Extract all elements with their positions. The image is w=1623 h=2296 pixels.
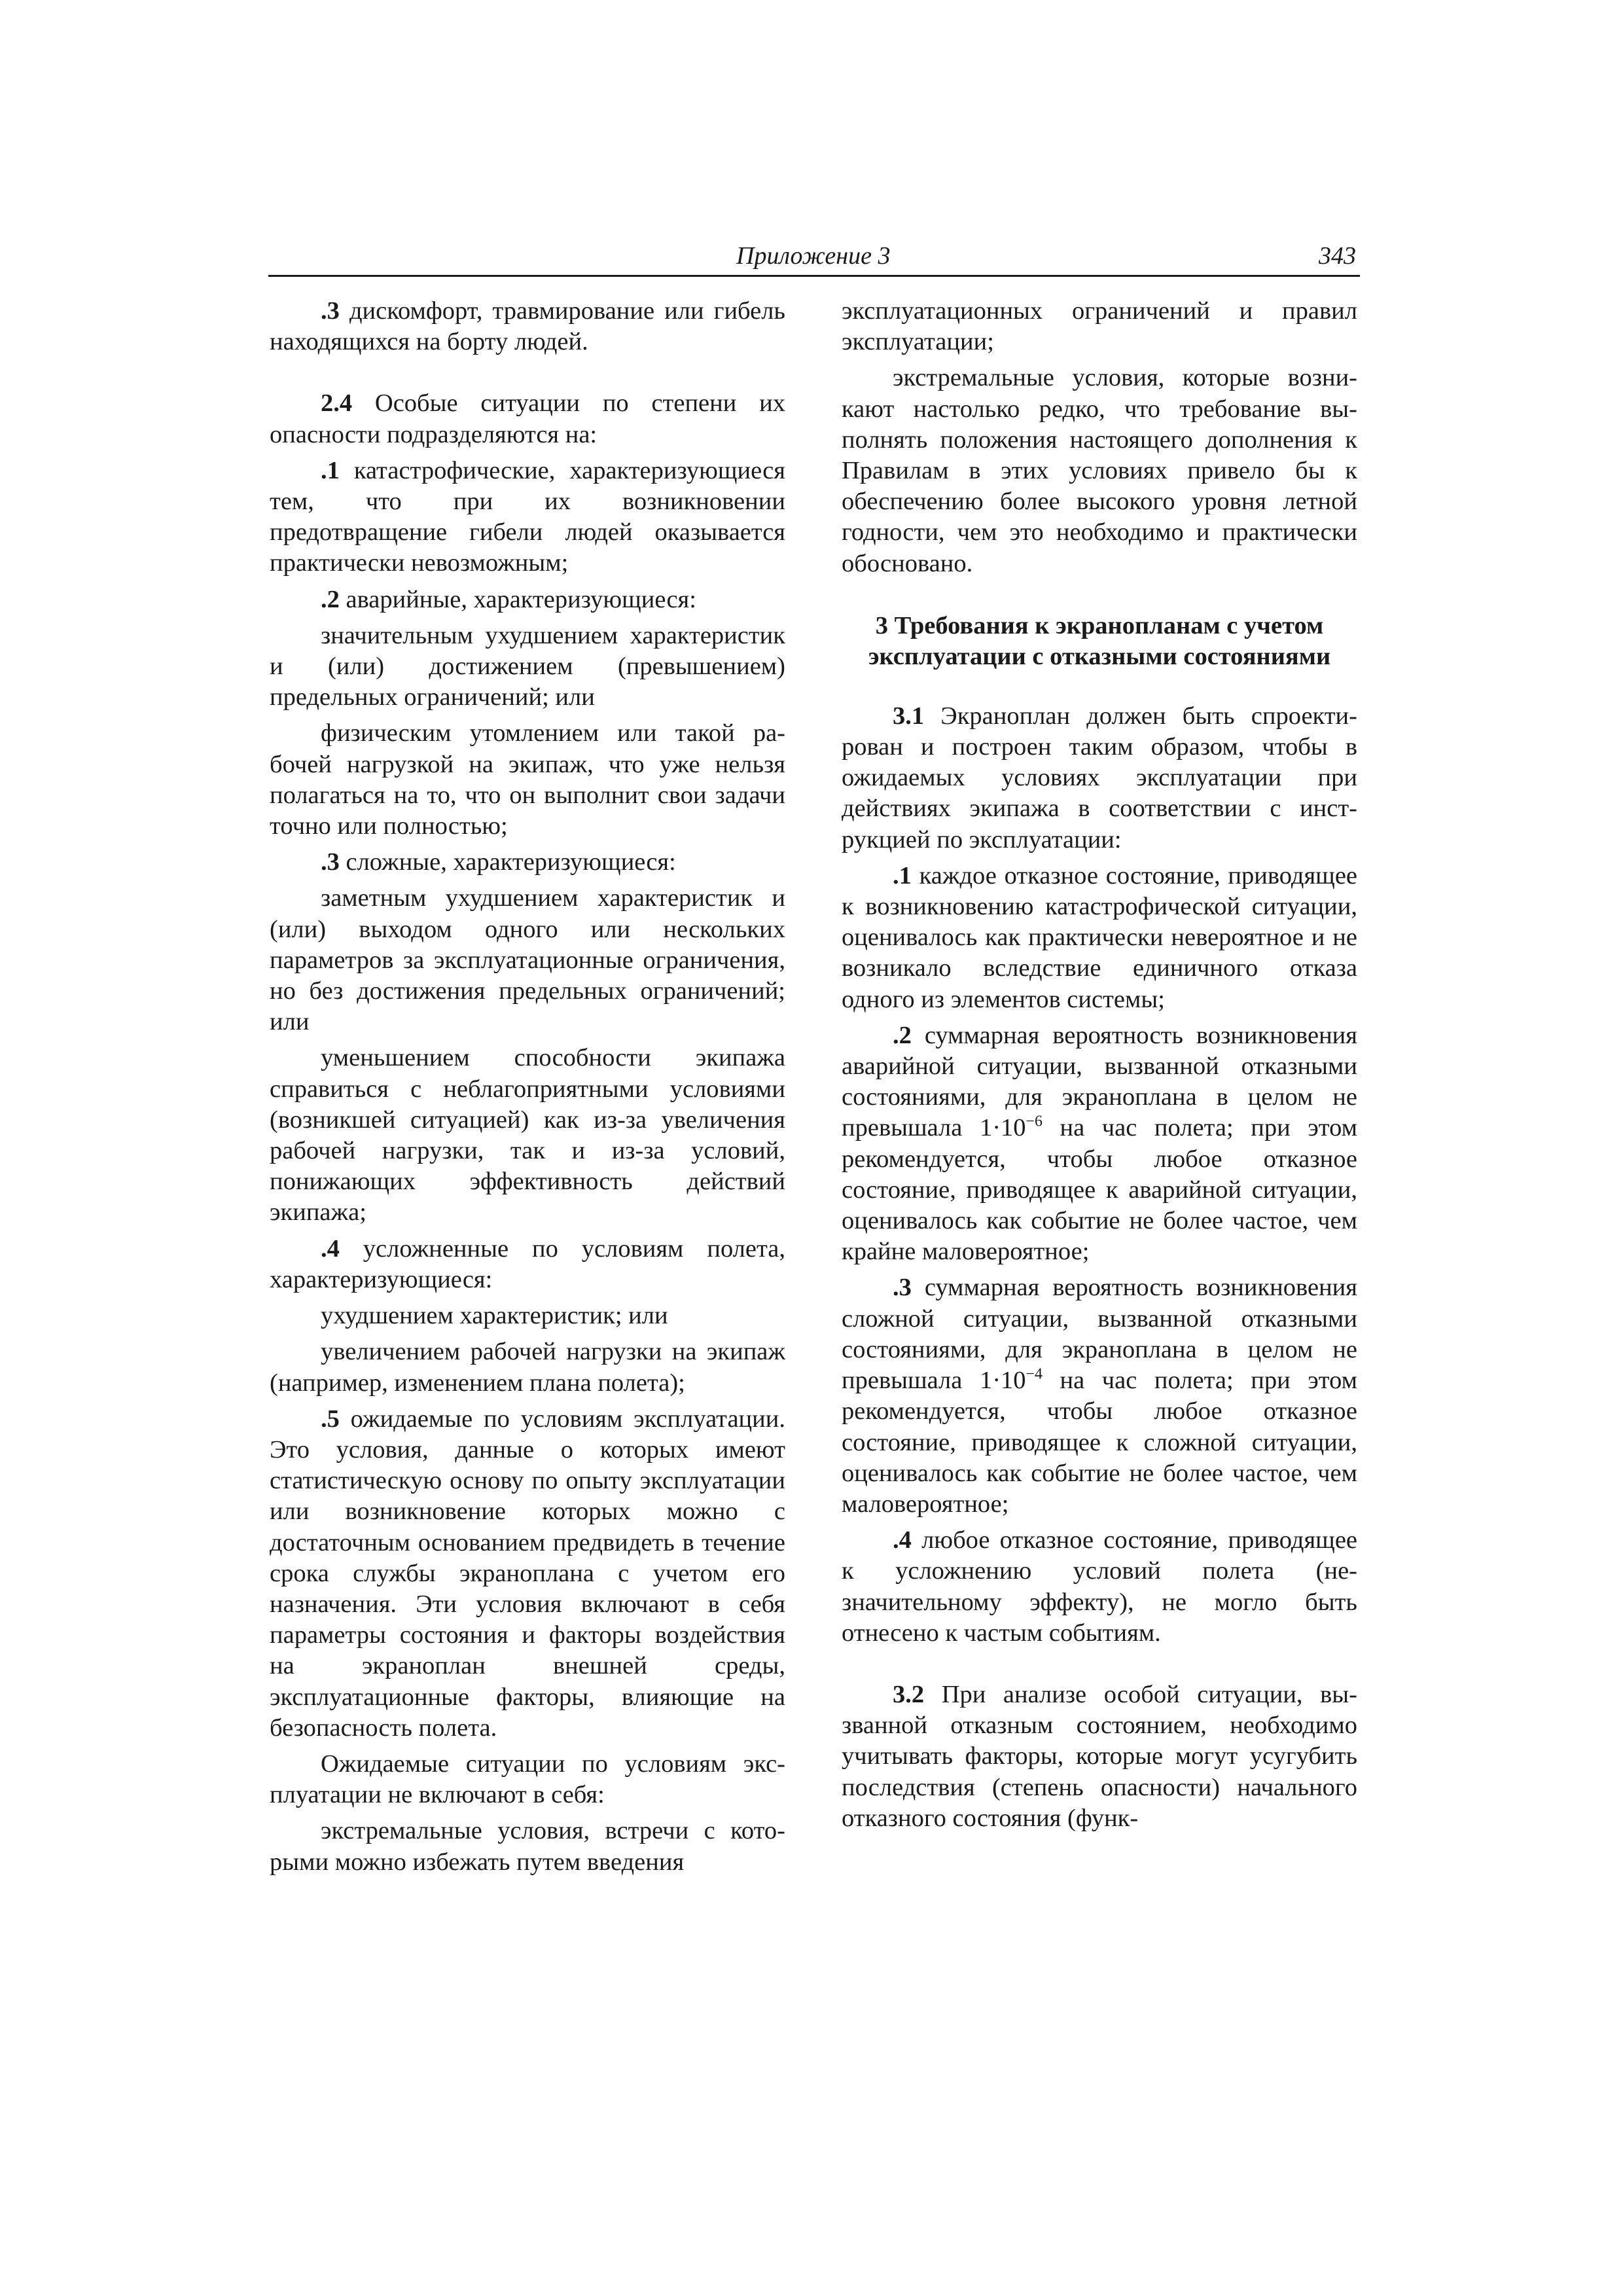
item-number: 2.4: [321, 389, 353, 418]
item-number: 3.2: [893, 1680, 925, 1708]
item-number: .1: [321, 456, 340, 484]
paragraph-text: любое отказное состояние, приводящее к усложнению условий полета (незначительному эффекту), не могло быть отнесено к частым событиям.: [842, 1526, 1357, 1647]
item-number: .2: [893, 1021, 912, 1049]
paragraph-text: физическим утомлением или такой рабочей нагрузкой на экипаж, что уже нельзя полагаться на то, что он выполнит свои задачи точно или полностью;: [270, 719, 785, 840]
paragraph: [270, 1749, 785, 1810]
paragraph: [270, 620, 785, 713]
paragraph: [842, 296, 1357, 357]
paragraph-text: увеличением рабочей нагрузки на экипаж (например, изменением плана полета);: [270, 1338, 785, 1397]
paragraph-text: усложненные по условиям полета, характеризующиеся:: [270, 1234, 785, 1293]
paragraph: [270, 1336, 785, 1398]
paragraph-text: заметным ухудшением характеристик и (или) выходом одного или нескольких параметров за эксплуатационные ограничения, но без достижения предельных ограничений; или: [270, 884, 785, 1036]
paragraph-text: аварийные, характеризующиеся:: [339, 585, 696, 613]
paragraph-text: При анализе особой ситуации, вызванной отказным состоянием, необходимо учитывать факторы, которые могут усугубить последствия (степень опасности) начального отказного состояния (функ-: [842, 1680, 1357, 1832]
paragraph-text: значительным ухудшением характеристик и (или) достижением (превышением) предельных ограничений; или: [270, 621, 785, 711]
paragraph-text: экстремальные условия, которые возникают настолько редко, что требование выполнять положения настоящего дополнения к Правилам в этих условиях привело бы к обеспечению более высокого уровня летной годности, чем это необходимо и практически обосновано.: [842, 364, 1357, 577]
item-number: .4: [321, 1234, 340, 1263]
paragraph: [270, 1234, 785, 1295]
paragraph: [270, 584, 785, 615]
paragraph-text-continued: на час полета; при этом рекомендуется, чтобы любое отказное состояние, приводящее к сложной ситуации, оценивалось как событие не более частое, чем маловероятное;: [842, 1367, 1358, 1518]
right-column-bottom: [842, 701, 1357, 1834]
paragraph: [842, 363, 1357, 579]
item-number: .2: [321, 585, 340, 613]
item-number: 3.1: [893, 702, 925, 730]
section-heading-line-1: 3 Требования к экранопланам с учетом: [875, 611, 1324, 639]
paragraph-text: суммарная вероятность возникновения сложной ситуации, вызванной отказными состояниями, для экраноплана в целом не превышала 1·10: [842, 1274, 1357, 1395]
paragraph-text: экстремальные условия, встречи с которыми можно избежать путем введения: [270, 1817, 785, 1876]
paragraph: [842, 1020, 1357, 1268]
item-number: .3: [321, 297, 340, 325]
paragraph: [270, 1404, 785, 1744]
paragraph: [270, 1300, 785, 1331]
paragraph: [270, 883, 785, 1037]
paragraph-text: дискомфорт, травмирование или гибель находящихся на борту людей.: [270, 297, 785, 356]
paragraph-text: каждое отказное состояние, приводящее к возникновению катастрофической ситуации, оценивалось как практически невероятное и не возникало вследствие единичного отказа одного из элементов системы;: [842, 861, 1357, 1013]
paragraph: [270, 456, 785, 579]
paragraph-text: Экраноплан должен быть спроектирован и построен таким образом, чтобы в ожидаемых условиях эксплуатации при действиях экипажа в соответствии с инструкцией по эксплуатации:: [842, 702, 1357, 853]
paragraph: [270, 718, 785, 842]
paragraph: [842, 1679, 1357, 1834]
paragraph-text: Ожидаемые ситуации по условиям эксплуатации не включают в себя:: [270, 1749, 785, 1809]
paragraph-text: катастрофические, характеризующиеся тем, что при их возникновении предотвращение гибели людей оказывается практически невозможным;: [270, 456, 785, 577]
item-number: .3: [893, 1274, 912, 1302]
paragraph: [842, 1272, 1357, 1520]
section-heading-line-2: эксплуатации с отказными состояниями: [868, 642, 1331, 670]
paragraph: [270, 1043, 785, 1228]
paragraph-text: сложные, характеризующиеся:: [339, 848, 676, 876]
paragraph-text: ухудшением характеристик; или: [321, 1302, 668, 1330]
item-number: .1: [893, 861, 912, 889]
item-number: .5: [321, 1405, 340, 1433]
right-column-top: [842, 296, 1357, 579]
paragraph: [270, 1816, 785, 1877]
running-header-title: Приложение 3: [736, 242, 891, 270]
right-column: [842, 296, 1357, 1834]
paragraph-text: суммарная вероятность возникновения аварийной ситуации, вызванной отказными состояниями, для экраноплана в целом не превышала 1·10: [842, 1021, 1357, 1142]
paragraph: [842, 701, 1357, 855]
paragraph: [270, 388, 785, 450]
paragraph-text: уменьшением способности экипажа справиться с неблагоприятными условиями (возникшей ситуацией) как из-за увеличения рабочей нагрузки, так и из-за условий, понижающих эффективность действий экипажа;: [270, 1044, 785, 1227]
section-heading: [842, 611, 1357, 672]
paragraph-text: ожидаемые по условиям эксплуатации. Это условия, данные о которых имеют статистическую основу по опыту эксплуатации или возникновение которых можно с достаточным основанием предвидеть в течение срока службы экраноплана с учетом его назначения. Эти условия включают в себя параметры состояния и факторы воздействия на экраноплан внешней среды, эксплуатационные факторы, влияющие на безопасность полета.: [270, 1405, 785, 1742]
item-number: .3: [321, 848, 340, 876]
left-column: [270, 296, 785, 1878]
page-number: 343: [1319, 242, 1356, 270]
item-number: .4: [893, 1526, 912, 1554]
exponent: −6: [1026, 1113, 1043, 1131]
paragraph-text: эксплуатационных ограничений и правил эксплуатации;: [842, 297, 1357, 356]
paragraph: [270, 296, 785, 357]
exponent: −4: [1026, 1365, 1043, 1383]
paragraph: [842, 861, 1357, 1015]
paragraph-text: Особые ситуации по степени их опасности подразделяются на:: [270, 389, 785, 448]
paragraph-text-continued: на час полета; при этом рекомендуется, чтобы любое отказное состояние, приводящее к аварийной ситуации, оценивалось как событие не более частое, чем крайне маловероятное;: [842, 1114, 1358, 1266]
paragraph: [270, 847, 785, 878]
paragraph: [842, 1525, 1357, 1649]
running-header: [268, 241, 1360, 277]
